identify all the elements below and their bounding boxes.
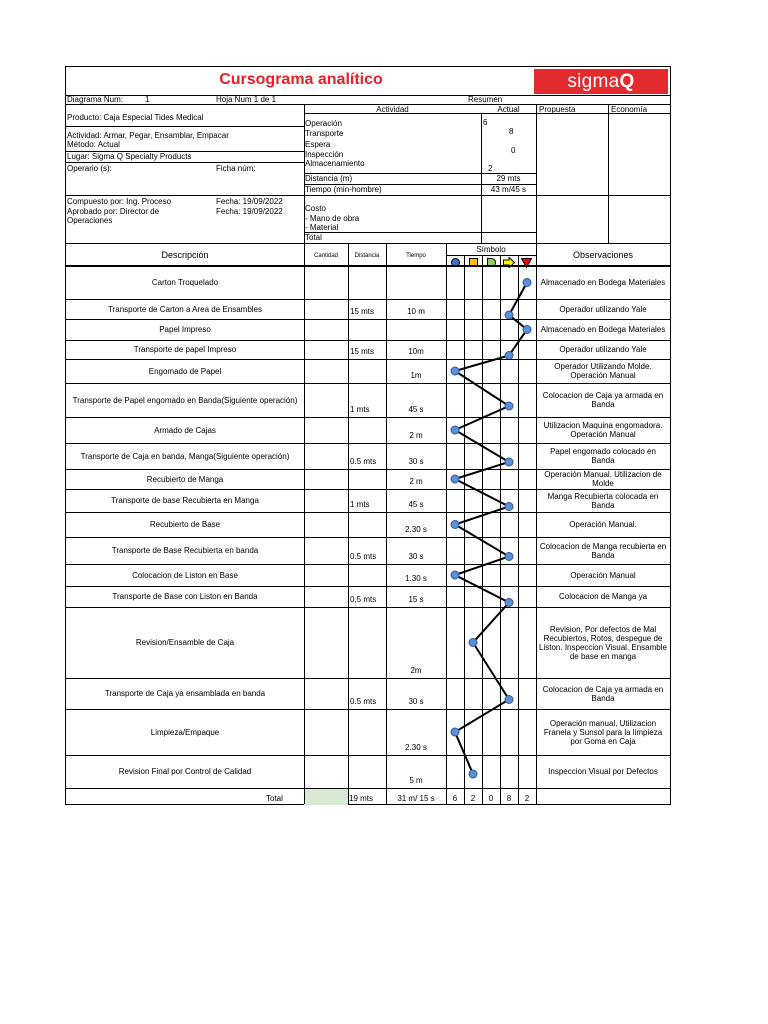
- total-label: Total: [266, 794, 283, 803]
- summary-col-economia: Economía: [611, 105, 648, 114]
- row-time: 2.30 s: [405, 743, 427, 752]
- hoja-label: Hoja Num 1 de 1: [216, 95, 277, 104]
- actividad-text: Actividad: Armar, Pegar, Ensamblar, Empacar: [67, 131, 229, 140]
- row-observation: Colocacion de Caja ya armada en Banda: [542, 684, 664, 703]
- flow-chart-svg: [66, 67, 670, 804]
- summary-col-actual: Actual: [497, 105, 520, 114]
- row-time: 10 m: [407, 307, 425, 316]
- material-label: - Material: [305, 223, 339, 232]
- row-divider: [66, 299, 670, 300]
- summary-espera-value: 0: [511, 146, 516, 155]
- row-divider: [66, 586, 670, 587]
- producto-text: Producto: Caja Especial Tides Medical: [67, 113, 204, 122]
- flow-point-16: [505, 696, 513, 704]
- col-observaciones: Observaciones: [572, 250, 634, 260]
- row-observation: Inspeccion Visual por Defectos: [548, 767, 658, 776]
- row-distance: 1 mts: [350, 405, 370, 414]
- flow-point-5: [451, 367, 459, 375]
- row-divider: [66, 443, 670, 444]
- row-observation: Manga Recubierta colocada en Banda: [547, 491, 659, 510]
- row-time: 1.30 s: [405, 574, 427, 583]
- row-observation: Colocacion de Manga ya: [558, 592, 648, 601]
- distancia-label: Distancia (m): [305, 174, 353, 183]
- row-observation: Colocacion de Manga recubierta en Banda: [539, 541, 667, 560]
- row-description: Transporte de Carton a Area de Ensambles: [107, 304, 262, 314]
- row-divider: [66, 607, 670, 608]
- row-time: 2 m: [409, 477, 423, 486]
- row-time: 30 s: [408, 552, 424, 561]
- row-divider: [66, 678, 670, 679]
- mano-obra-label: - Mano de obra: [305, 214, 360, 223]
- flow-point-7: [451, 426, 459, 434]
- row-time: 1m: [410, 371, 422, 380]
- flow-point-13: [451, 571, 459, 579]
- row-time: 5 m: [409, 776, 423, 785]
- row-divider: [66, 340, 670, 341]
- lugar-text: Lugar: Sigma Q Specialty Products: [67, 152, 192, 161]
- row-distance: 1 mts: [350, 500, 370, 509]
- row-description: Transporte de Base con Liston en Banda: [112, 592, 258, 601]
- cursograma-sheet: [65, 66, 671, 805]
- flow-point-2: [505, 311, 513, 319]
- row-time: 45 s: [408, 500, 424, 509]
- row-observation: Operador Utilizando Molde. Operación Manual: [554, 362, 652, 380]
- row-description: Colocacion de Liston en Base: [132, 570, 238, 580]
- row-distance: 15 mts: [350, 347, 375, 356]
- summary-col-actividad: Actividad: [376, 105, 409, 114]
- row-divider: [66, 266, 670, 267]
- diagrama-number: 1: [145, 95, 150, 104]
- column-divider: [348, 243, 349, 804]
- row-observation: Almacenado en Bodega Materiales: [540, 325, 666, 334]
- row-time: 30 s: [408, 697, 424, 706]
- row-observation: Operador utilizando Yale: [559, 304, 647, 314]
- column-divider: [518, 255, 519, 804]
- flow-point-1: [523, 279, 531, 287]
- row-divider: [66, 755, 670, 756]
- costo-label: Costo: [305, 204, 326, 213]
- column-divider: [500, 255, 501, 804]
- row-description: Transporte de Base Recubierta en banda: [111, 546, 259, 555]
- row-distance: 0,5 mts: [350, 595, 377, 604]
- row-description: Papel Impreso: [159, 325, 211, 334]
- row-divider: [66, 383, 670, 384]
- row-description: Transporte de Papel engomado en Banda(Siguiente operación): [72, 395, 298, 405]
- row-observation: Operación Manual: [570, 570, 636, 580]
- row-divider: [66, 469, 670, 470]
- column-divider: [536, 243, 537, 804]
- column-divider: [464, 255, 465, 804]
- col-simbolo: Símbolo: [476, 245, 506, 254]
- row-description: Transporte de base Recubierta en Manga: [111, 496, 259, 505]
- row-time: 2m: [410, 666, 422, 675]
- row-distance: 0.5 mts: [350, 697, 377, 706]
- row-observation: Papel engomado colocado en Banda: [550, 447, 656, 465]
- tiempo-value: 43 m/45 s: [490, 185, 527, 194]
- row-description: Recubierto de Manga: [146, 474, 224, 484]
- row-observation: Colocacion de Caja ya armada en Banda: [542, 391, 664, 409]
- row-time: 2.30 s: [405, 525, 427, 534]
- fecha-compuesto: Fecha: 19/09/2022: [216, 197, 283, 206]
- flow-point-10: [505, 503, 513, 511]
- summary-col-propuesta: Propuesta: [539, 105, 576, 114]
- row-divider: [66, 512, 670, 513]
- flow-point-6: [505, 402, 513, 410]
- flow-point-8: [505, 458, 513, 466]
- flow-point-15: [469, 639, 477, 647]
- flow-point-14: [505, 599, 513, 607]
- row-divider: [66, 417, 670, 418]
- row-time: 45 s: [408, 405, 424, 414]
- flow-point-11: [451, 521, 459, 529]
- row-time: 30 s: [408, 457, 424, 466]
- summary-almacenamiento-label: Almacenamiento: [305, 159, 365, 168]
- row-observation: Utilizacion Maquina engomadora. Operación Manual: [543, 421, 663, 439]
- col-cantidad: Cantidad: [313, 253, 339, 259]
- row-description: Engomado de Papel: [148, 366, 222, 376]
- row-observation: Operación Manual. Utilizacion de Molde: [544, 470, 662, 488]
- column-divider: [304, 243, 305, 804]
- row-description: Limpieza/Empaque: [150, 727, 220, 737]
- summary-operacion-label: Operación: [305, 119, 342, 128]
- row-divider: [66, 489, 670, 490]
- flow-path-line: [455, 283, 527, 775]
- summary-inspeccion-label: Inspección: [305, 150, 344, 159]
- row-observation: Operador utilizando Yale: [559, 345, 647, 354]
- row-distance: 0.5 mts: [350, 457, 377, 466]
- flow-point-9: [451, 475, 459, 483]
- row-divider: [66, 359, 670, 360]
- row-divider: [66, 709, 670, 710]
- column-divider: [482, 255, 483, 804]
- resumen-label: Resumen: [468, 95, 503, 104]
- summary-espera-label: Espera: [305, 140, 331, 149]
- row-description: Carton Troquelado: [151, 278, 219, 287]
- flow-point-17: [451, 728, 459, 736]
- summary-almacenamiento-value: 2: [488, 164, 493, 173]
- row-distance: 15 mts: [350, 307, 375, 316]
- symbol-header-line: [446, 255, 536, 256]
- summary-transporte-value: 8: [509, 127, 514, 136]
- row-time: 10m: [408, 347, 424, 356]
- col-tiempo: Tiempo: [406, 253, 426, 259]
- row-divider: [66, 564, 670, 565]
- row-divider: [66, 537, 670, 538]
- total-espera: 0: [488, 794, 494, 803]
- total-distancia: 19 mts: [349, 794, 374, 803]
- sigmaq-logo: sigmaQ: [534, 69, 668, 94]
- distancia-value: 29 mts: [496, 174, 521, 183]
- total-tiempo: 31 m/ 15 s: [397, 794, 435, 803]
- row-description: Transporte de papel Impreso: [133, 345, 237, 354]
- flow-point-12: [505, 553, 513, 561]
- row-description: Recubierto de Base: [149, 520, 221, 529]
- summary-transporte-label: Transporte: [305, 129, 344, 138]
- tiempo-label: Tiempo (min-hombre): [305, 185, 382, 194]
- column-divider: [386, 243, 387, 804]
- page-title: Cursograma analítico: [219, 71, 383, 88]
- row-description: Revision/Ensamble de Caja: [135, 638, 235, 647]
- row-time: 15 s: [408, 595, 424, 604]
- operario-text: Operario (s):: [67, 164, 112, 173]
- column-divider: [446, 243, 447, 804]
- row-description: Transporte de Caja en banda, Manga(Siguiente operación): [80, 451, 290, 461]
- row-observation: Almacenado en Bodega Materiales: [540, 278, 666, 287]
- aprobado-text: Aprobado por: Director de Operaciones: [67, 207, 160, 225]
- fecha-aprobado: Fecha: 19/09/2022: [216, 207, 283, 216]
- row-observation: Operación Manual.: [569, 520, 637, 529]
- row-description: Armado de Cajas: [154, 425, 216, 435]
- flow-point-3: [523, 326, 531, 334]
- total-operacion: 6: [452, 794, 458, 803]
- row-time: 2 m: [409, 431, 423, 440]
- row-observation: Operación manual, Utilizacion Franela y Sunsol para la limpieza por Goma en Caja: [543, 718, 663, 746]
- ficha-text: Ficha núm:: [216, 164, 256, 173]
- row-description: Transporte de Caja ya ensamblada en banda: [104, 689, 266, 698]
- row-description: Revision Final por Control de Calidad: [118, 767, 252, 776]
- row-divider: [66, 319, 670, 320]
- compuesto-text: Compuesto por: Ing. Proceso: [67, 197, 172, 206]
- col-descripcion: Descripción: [161, 250, 209, 260]
- row-divider: [66, 788, 670, 789]
- total-transporte: 8: [506, 794, 512, 803]
- row-distance: 0.5 mts: [350, 552, 377, 561]
- total-almacenamiento: 2: [524, 794, 530, 803]
- metodo-text: Método: Actual: [67, 140, 120, 149]
- summary-operacion-value: 6: [483, 118, 488, 127]
- summary-total-label: Total: [305, 233, 322, 242]
- total-inspeccion: 2: [470, 794, 476, 803]
- row-observation: Revision, Por defectos de Mal Recubiertos, Rotos, despegue de Liston. Inspeccion Visual. Ensamble de base en manga: [539, 624, 667, 661]
- flow-point-18: [469, 770, 477, 778]
- diagrama-label: Diagrama Num:: [67, 95, 124, 104]
- col-distancia: Distancia: [354, 253, 380, 259]
